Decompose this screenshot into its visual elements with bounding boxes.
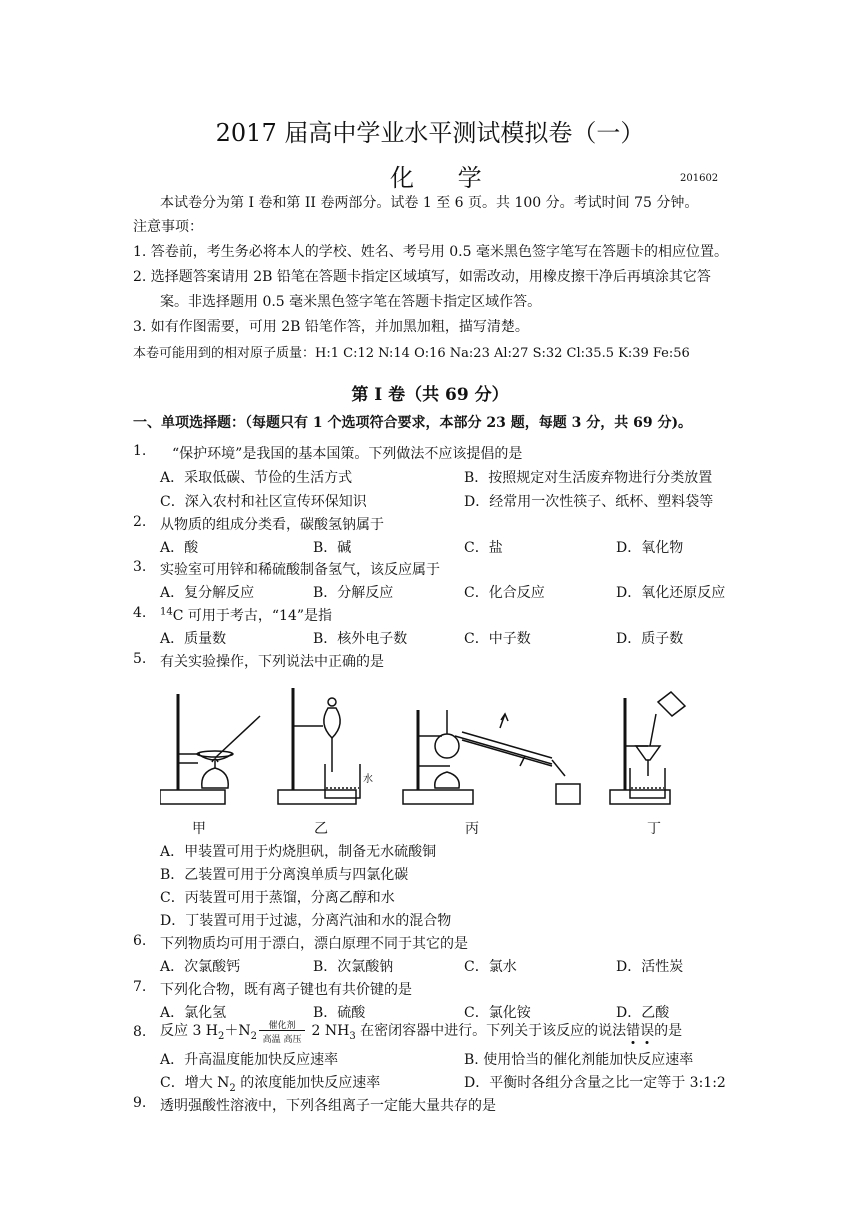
q2-option-b: B．碱 (313, 540, 352, 556)
q1-stem: “保护环境”是我国的基本国策。下列做法不应该提倡的是 (172, 446, 523, 462)
intro-line: 本试卷分为第 I 卷和第 II 卷两部分。试卷 1 至 6 页。共 100 分。考试时间 75 分钟。 (160, 195, 699, 211)
water-label: 水 (363, 774, 373, 785)
q8-emphasis-1: 错 (626, 1023, 641, 1039)
condition-label: 高温 高压 (262, 1035, 302, 1045)
q7-option-a: A．氯化氢 (160, 1005, 227, 1021)
apparatus-figure (160, 680, 720, 840)
q8-sub2: 2 (250, 1030, 258, 1042)
catalyst-label: 催化剂 (268, 1021, 296, 1031)
q5-stem: 有关实验操作，下列说法中正确的是 (160, 654, 384, 670)
q3-option-d: D．氧化还原反应 (616, 585, 726, 601)
q5-option-c: C．丙装置可用于蒸馏，分离乙醇和水 (160, 890, 395, 906)
q1-option-a: A．采取低碳、节俭的生活方式 (160, 470, 353, 486)
notice-2b: 案。非选择题用 0.5 毫米黑色签字笔在答题卡指定区域作答。 (160, 294, 542, 310)
q4-option-a: A．质量数 (160, 631, 227, 647)
apparatus-ding (610, 692, 685, 804)
q2-option-d: D．氧化物 (616, 540, 684, 556)
notice-2a: 2. 选择题答案请用 2B 铅笔在答题卡指定区域填写，如需改动，用橡皮擦干净后再填涂其它答 (133, 269, 711, 285)
q1-option-b: B．按照规定对生活废弃物进行分类放置 (464, 470, 713, 486)
q3-number: 3. (133, 559, 147, 575)
q8-c-pre: C．增大 N (160, 1075, 230, 1091)
q7-number: 7. (133, 979, 147, 995)
q7-option-c: C．氯化铵 (464, 1005, 531, 1021)
q8-sub3: 3 (349, 1030, 356, 1042)
notice-title: 注意事项： (133, 219, 203, 235)
exam-code: 201602 (680, 173, 719, 184)
equilibrium-line (259, 1030, 305, 1031)
q4-stem-text: C 可用于考古，“14”是指 (172, 608, 333, 624)
q6-option-b: B．次氯酸钠 (313, 959, 394, 975)
q8-option-a: A．升高温度能加快反应速率 (160, 1052, 339, 1068)
label-bing: 丙 (465, 821, 479, 837)
q8-post2: 在密闭容器中进行。下列关于该反应的说法 (355, 1023, 627, 1039)
q8-emphasis-2: 误 (640, 1023, 655, 1039)
q8-post3: 的是 (654, 1023, 683, 1039)
q9-stem: 透明强酸性溶液中，下列各组离子一定能大量共存的是 (160, 1098, 496, 1114)
q1-number: 1. (133, 443, 147, 459)
q6-option-a: A．次氯酸钙 (160, 959, 241, 975)
q8-sub1: 2 (218, 1030, 225, 1042)
q4-number: 4. (133, 605, 147, 621)
q8-stem (160, 1019, 682, 1043)
q4-superscript: 14 (160, 606, 173, 618)
q8-c-sub: 2 (229, 1082, 236, 1094)
q4-option-b: B．核外电子数 (313, 631, 408, 647)
q2-number: 2. (133, 514, 147, 530)
q6-option-d: D．活性炭 (616, 959, 684, 975)
q4-stem (160, 605, 332, 625)
notice-3: 3. 如有作图需要，可用 2B 铅笔作答，并加黑加粗，描写清楚。 (133, 319, 529, 335)
q1-option-d: D．经常用一次性筷子、纸杯、塑料袋等 (464, 494, 714, 510)
notice-1: 1. 答卷前，考生务必将本人的学校、姓名、考号用 0.5 毫米黑色签字笔写在答题卡的相应位置。 (133, 244, 728, 260)
q6-stem: 下列物质均可用于漂白，漂白原理不同于其它的是 (160, 936, 468, 952)
apparatus-yi (278, 688, 360, 804)
q7-option-b: B．硫酸 (313, 1005, 366, 1021)
q4-option-c: C．中子数 (464, 631, 531, 647)
exam-title: 2017 届高中学业水平测试模拟卷（一） (215, 119, 645, 147)
atomic-masses: 本卷可能用到的相对原子质量：H:1 C:12 N:14 O:16 Na:23 Al:27 S:32 Cl:35.5 K:39 Fe:56 (133, 346, 690, 361)
q5-option-b: B．乙装置可用于分离溴单质与四氯化碳 (160, 867, 409, 883)
q5-number: 5. (133, 651, 147, 667)
q1-option-c: C．深入农村和社区宣传环保知识 (160, 494, 367, 510)
section-heading: 一、单项选择题：（每题只有 1 个选项符合要求，本部分 23 题，每题 3 分，共 69 分)。 (133, 415, 693, 431)
q8-option-c (160, 1072, 380, 1094)
q3-option-c: C．化合反应 (464, 585, 545, 601)
q6-number: 6. (133, 933, 147, 949)
section-title: 第 Ⅰ 卷（共 69 分） (351, 385, 509, 405)
q6-option-c: C．氯水 (464, 959, 517, 975)
q2-option-c: C．盐 (464, 540, 503, 556)
apparatus-jia (160, 694, 260, 804)
q5-option-a: A．甲装置可用于灼烧胆矾，制备无水硫酸铜 (160, 844, 437, 860)
q2-option-a: A．酸 (160, 540, 199, 556)
label-jia: 甲 (192, 821, 206, 837)
apparatus-bing (403, 710, 580, 804)
label-ding: 丁 (647, 821, 661, 837)
q5-option-d: D．丁装置可用于过滤，分离汽油和水的混合物 (160, 913, 452, 929)
q8-mid: ＋N (224, 1023, 251, 1039)
q3-stem: 实验室可用锌和稀硫酸制备氢气，该反应属于 (160, 562, 440, 578)
q7-stem: 下列化合物，既有离子键也有共价键的是 (160, 982, 412, 998)
q3-option-a: A．复分解反应 (160, 585, 255, 601)
reaction-arrow (257, 1019, 307, 1043)
subject-title: 化 学 (390, 164, 500, 192)
q8-post1: 2 NH (307, 1023, 350, 1039)
q8-pre: 反应 3 H (160, 1023, 219, 1039)
q8-option-b: B. 使用恰当的催化剂能加快反应速率 (464, 1052, 694, 1068)
q7-option-d: D．乙酸 (616, 1005, 670, 1021)
q8-number: 8. (133, 1024, 147, 1040)
q8-option-d: D．平衡时各组分含量之比一定等于 3:1:2 (464, 1075, 726, 1091)
label-yi: 乙 (314, 821, 328, 837)
q8-c-post: 的浓度能加快反应速率 (235, 1075, 381, 1091)
q2-stem: 从物质的组成分类看，碳酸氢钠属于 (160, 517, 384, 533)
q4-option-d: D．质子数 (616, 631, 684, 647)
q3-option-b: B．分解反应 (313, 585, 394, 601)
q9-number: 9. (133, 1095, 147, 1111)
